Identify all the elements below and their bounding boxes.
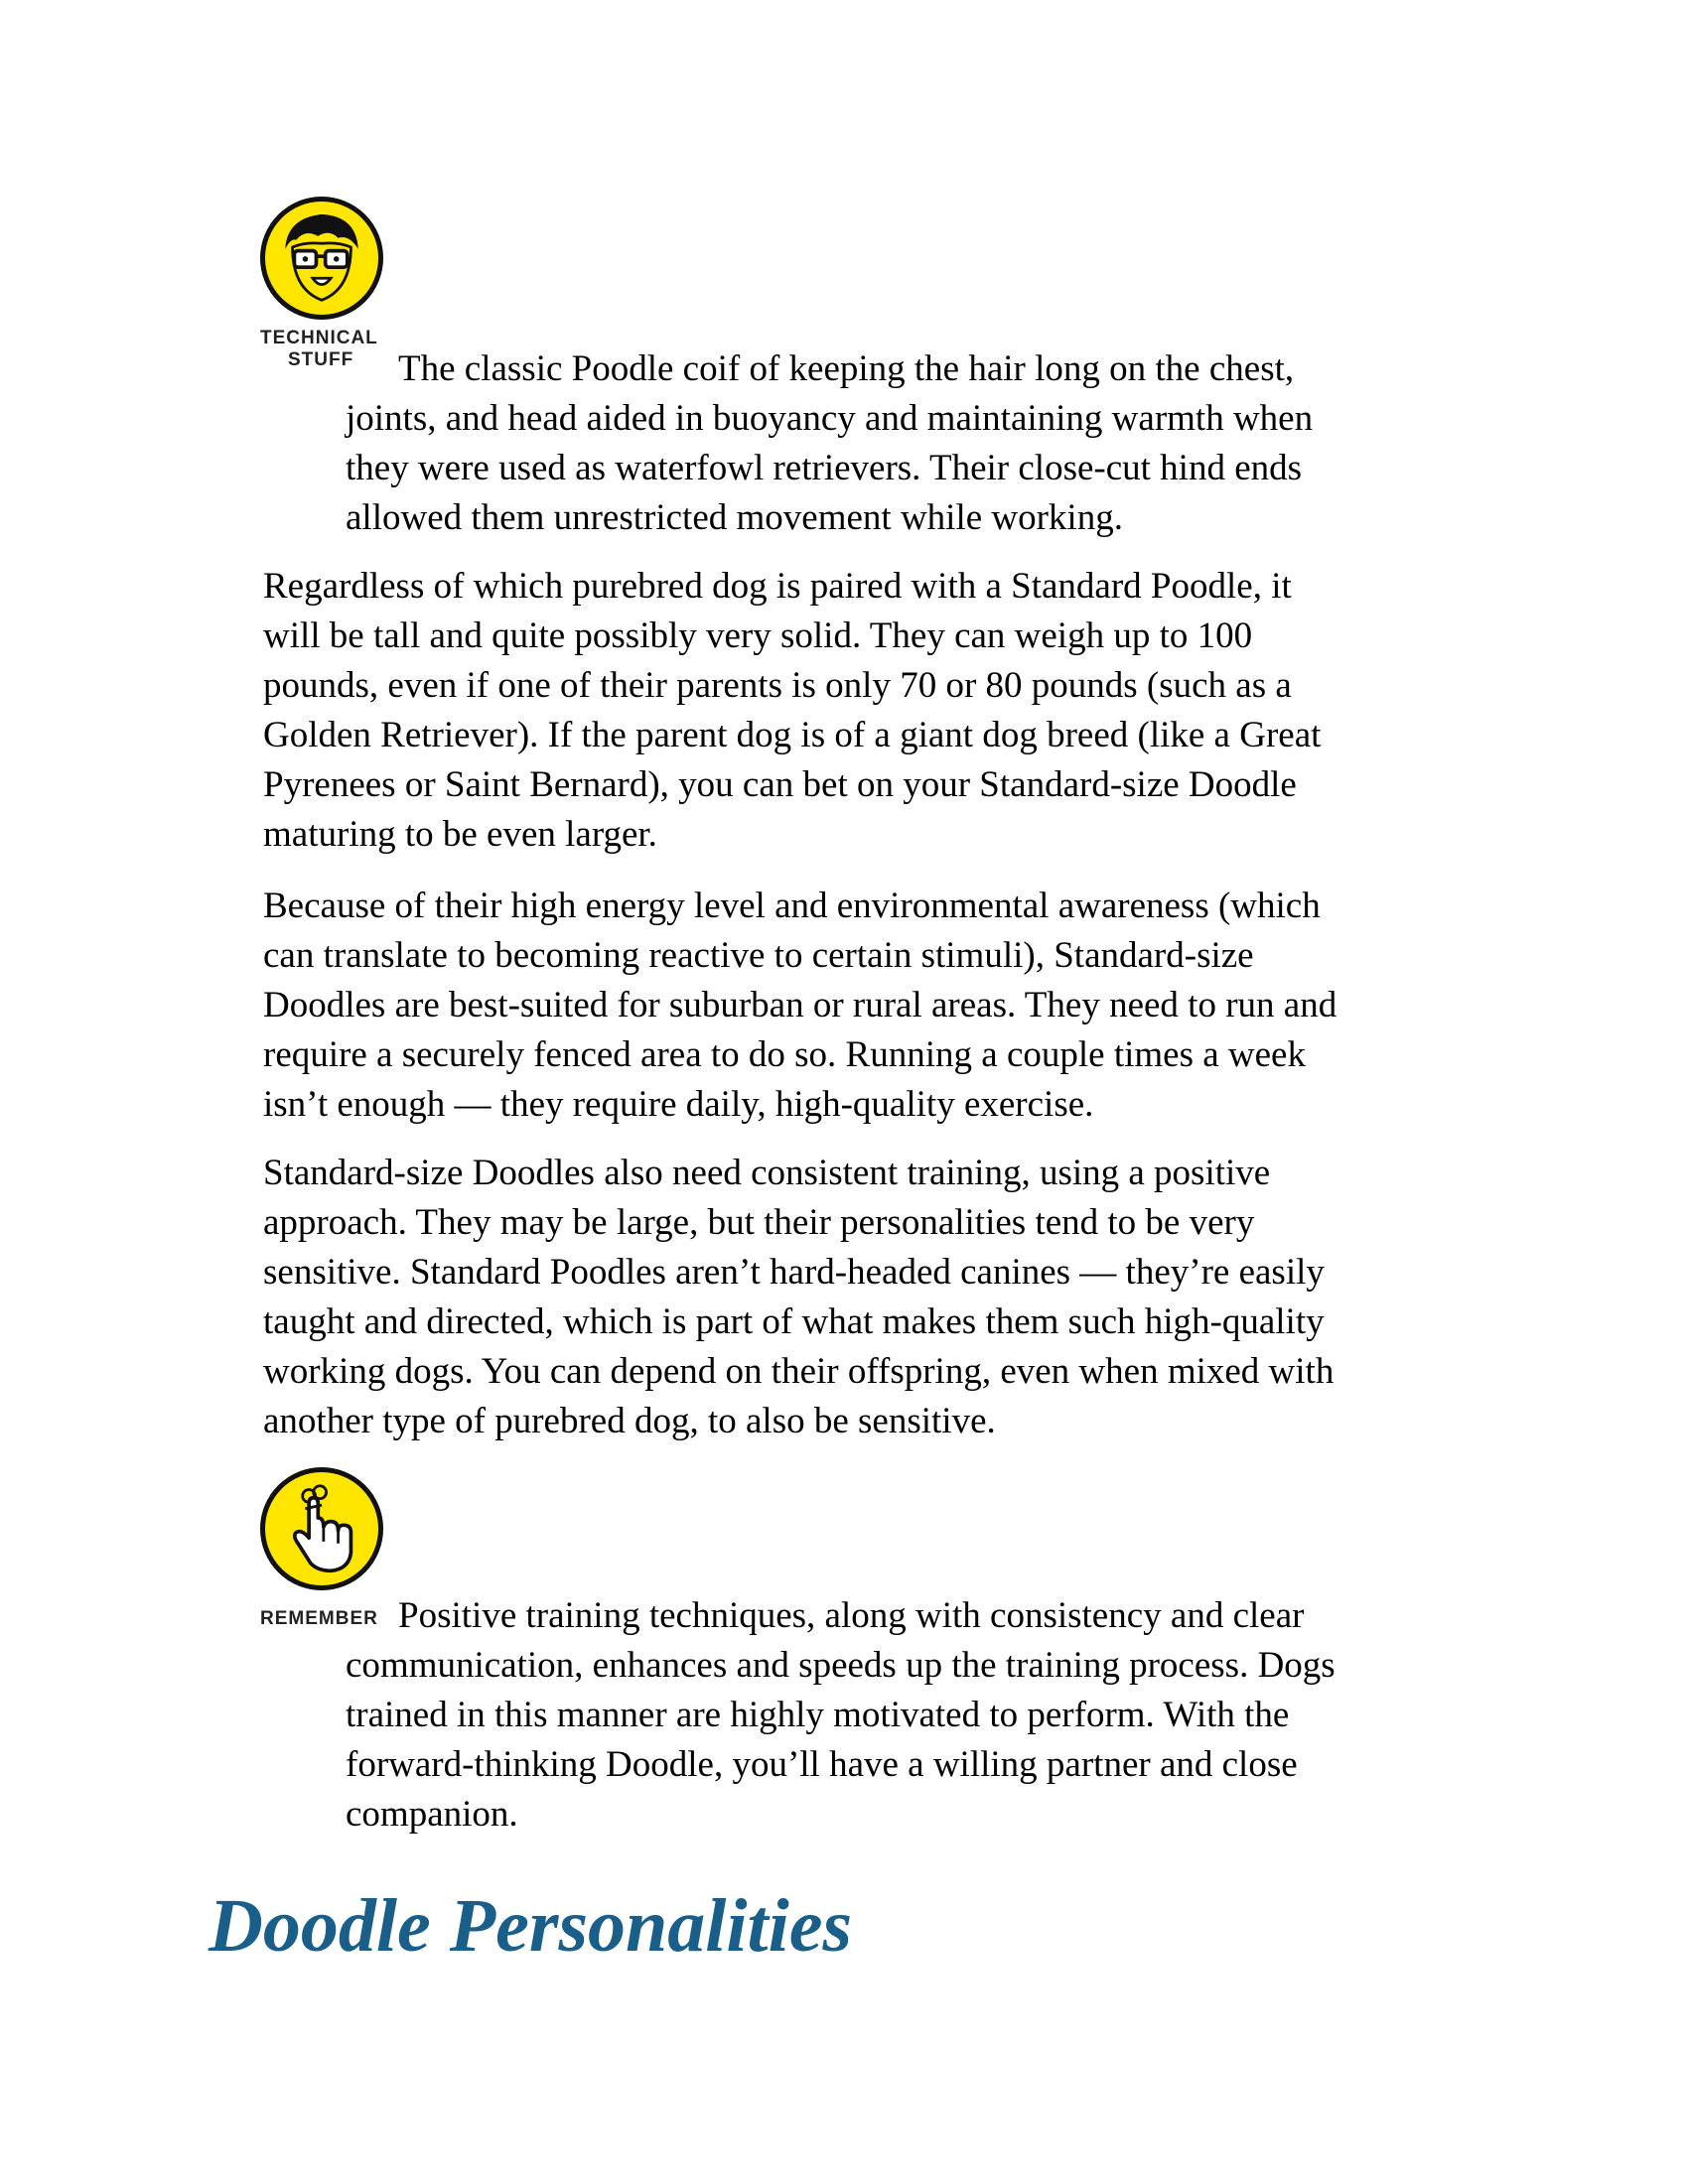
tip-line: The classic Poodle coif of keeping the hair long on the chest, <box>398 348 1295 389</box>
tip-line: communication, enhances and speeds up the training process. Dogs <box>346 1645 1336 1686</box>
caption-line-1: TECHNICAL <box>260 328 378 348</box>
paragraph-line: sensitive. Standard Poodles aren’t hard-headed canines — they’re easily <box>263 1252 1325 1293</box>
paragraph-line: Because of their high energy level and environmental awareness (which <box>263 886 1321 926</box>
paragraph-line: maturing to be even larger. <box>263 814 657 855</box>
paragraph-line: Golden Retriever). If the parent dog is of a giant dog breed (like a Great <box>263 715 1322 755</box>
paragraph-line: require a securely fenced area to do so. Running a couple times a week <box>263 1034 1306 1075</box>
technical-stuff-icon <box>260 197 383 320</box>
paragraph-line: approach. They may be large, but their personalities tend to be very <box>263 1202 1255 1243</box>
paragraph-line: Doodles are best-suited for suburban or rural areas. They need to run and <box>263 985 1337 1025</box>
tip-line: joints, and head aided in buoyancy and maintaining warmth when <box>346 398 1314 439</box>
body-paragraph <box>263 562 1504 860</box>
paragraph-line: Standard-size Doodles also need consistent training, using a positive <box>263 1153 1271 1193</box>
paragraph-line: Regardless of which purebred dog is paired with a Standard Poodle, it <box>263 566 1292 607</box>
tip-line: trained in this manner are highly motivated to perform. With the <box>346 1695 1290 1735</box>
body-paragraph <box>263 882 1504 1130</box>
paragraph-line: taught and directed, which is part of what makes them such high-quality <box>263 1301 1325 1342</box>
tip-line: companion. <box>346 1794 518 1835</box>
caption-line-2: STUFF <box>288 349 354 370</box>
remember-caption: REMEMBER <box>260 1608 378 1629</box>
tip-line: allowed them unrestricted movement while working. <box>346 497 1123 538</box>
paragraph-line: pounds, even if one of their parents is only 70 or 80 pounds (such as a <box>263 665 1292 706</box>
tip-line: they were used as waterfowl retrievers. Their close-cut hind ends <box>346 448 1303 488</box>
remember-tip <box>346 1591 1487 1840</box>
remember-icon <box>260 1467 383 1590</box>
paragraph-line: can translate to becoming reactive to certain stimuli), Standard-size <box>263 935 1254 976</box>
tip-line: forward-thinking Doodle, you’ll have a willing partner and close <box>346 1744 1298 1785</box>
paragraph-line: working dogs. You can depend on their offspring, even when mixed with <box>263 1351 1335 1392</box>
section-heading: Doodle Personalities <box>209 1884 853 1968</box>
paragraph-line: will be tall and quite possibly very solid. They can weigh up to 100 <box>263 615 1253 656</box>
tip-line: Positive training techniques, along with consistency and clear <box>398 1595 1305 1636</box>
technical-stuff-tip <box>346 344 1487 543</box>
paragraph-line: Pyrenees or Saint Bernard), you can bet on your Standard-size Doodle <box>263 764 1297 805</box>
paragraph-line: isn’t enough — they require daily, high-quality exercise. <box>263 1084 1094 1125</box>
paragraph-line: another type of purebred dog, to also be sensitive. <box>263 1401 996 1441</box>
body-paragraph <box>263 1149 1504 1446</box>
